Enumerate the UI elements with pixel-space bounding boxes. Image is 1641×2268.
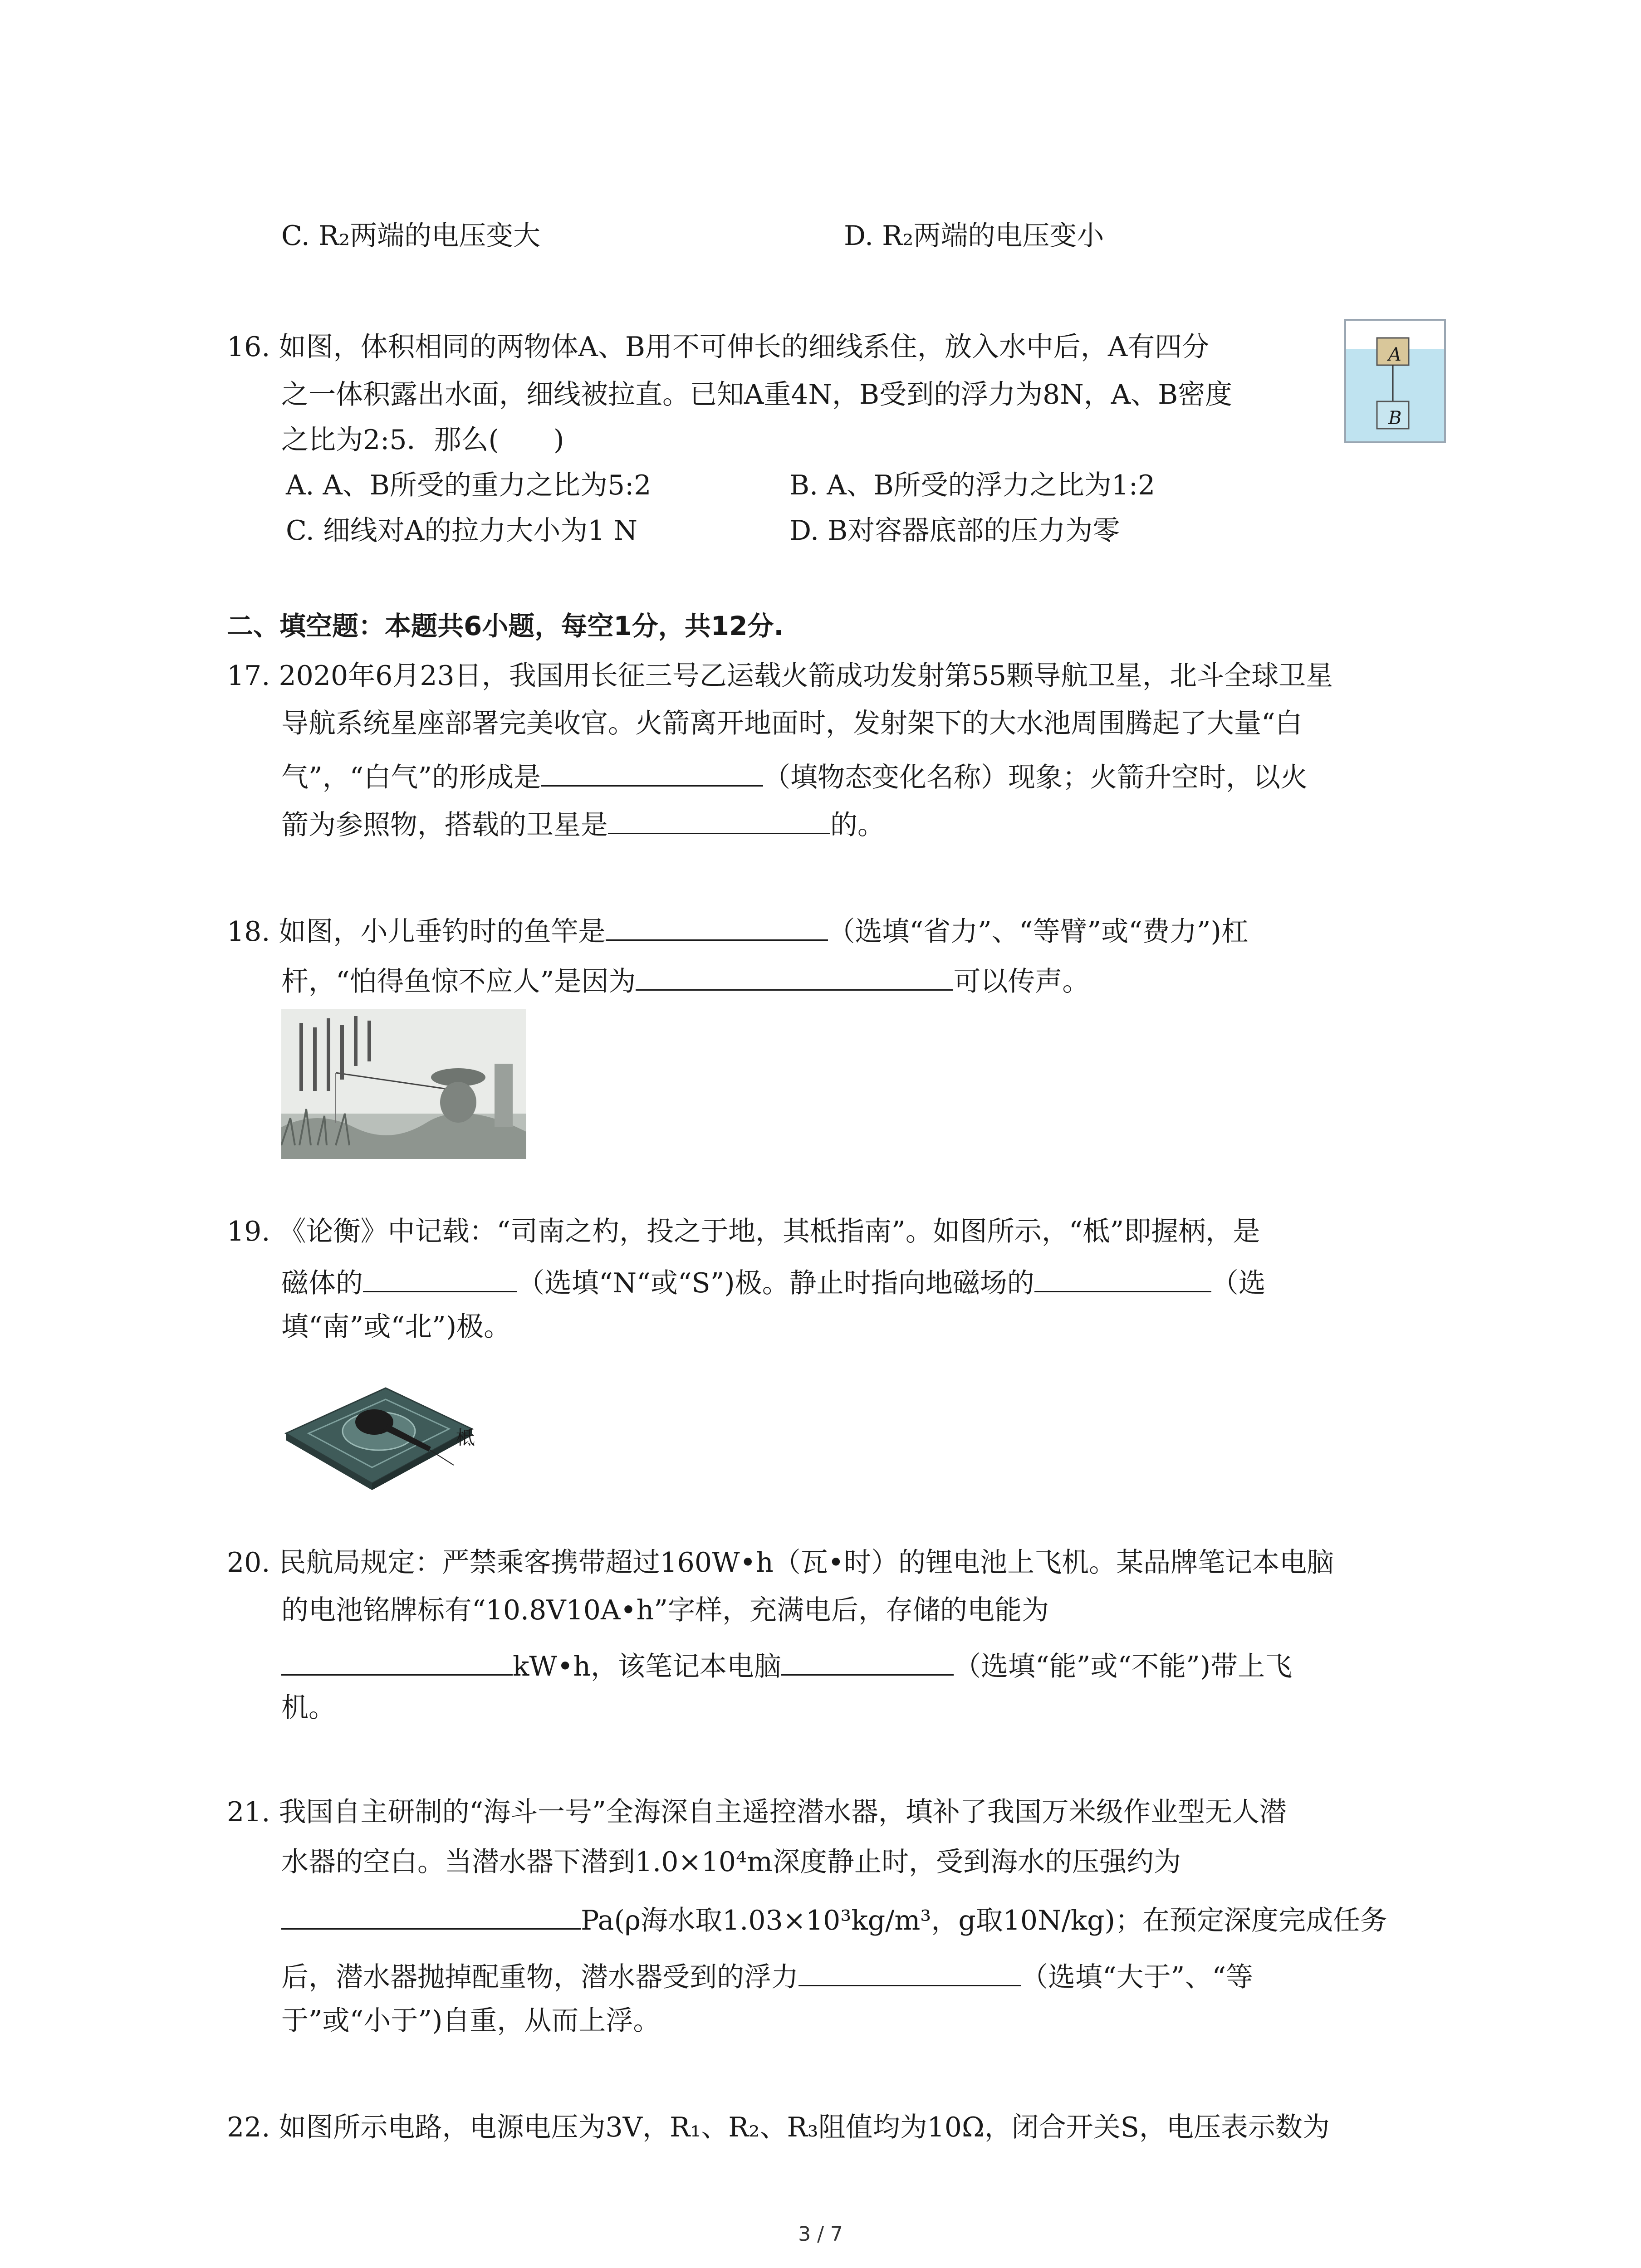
q21-line-2: 水器的空白。当潜水器下潜到1.0×10⁴m深度静止时，受到海水的压强约为 bbox=[281, 1846, 1181, 1878]
page-number: 3 / 7 bbox=[798, 2223, 843, 2246]
section-2-title: 二、填空题：本题共6小题，每空1分，共12分. bbox=[227, 611, 784, 641]
q16-line-1: 16. 如图，体积相同的两物体A、B用不可伸长的细线系住，放入水中后，A有四分 bbox=[227, 331, 1210, 363]
q21-blank-1[interactable] bbox=[281, 1898, 581, 1930]
q15-option-c: C. R₂两端的电压变大 bbox=[281, 220, 541, 252]
q20-line-4: 机。 bbox=[281, 1692, 336, 1724]
q19-line-2-text-c: （选 bbox=[1211, 1267, 1266, 1299]
q17-line-2: 导航系统星座部署完美收官。火箭离开地面时，发射架下的大水池周围腾起了大量“白 bbox=[281, 708, 1303, 739]
q20-blank-1[interactable] bbox=[281, 1644, 513, 1676]
q16-option-b: B. A、B所受的浮力之比为1:2 bbox=[789, 469, 1156, 501]
q19-blank-1[interactable] bbox=[363, 1261, 517, 1292]
q21-line-1: 21. 我国自主研制的“海斗一号”全海深自主遥控潜水器，填补了我国万米级作业型无人潜 bbox=[227, 1796, 1287, 1828]
q20-line-2: 的电池铭牌标有“10.8V10A•h”字样，充满电后，存储的电能为 bbox=[281, 1594, 1049, 1626]
q18-line-1 bbox=[227, 909, 1249, 950]
q21-line-3 bbox=[281, 1898, 1387, 1939]
q21-line-4-text-a: 后，潜水器抛掉配重物，潜水器受到的浮力 bbox=[281, 1961, 798, 1993]
q18-fishing-painting bbox=[281, 1009, 526, 1159]
q21-blank-2[interactable] bbox=[798, 1955, 1021, 1986]
q15-option-d: D. R₂两端的电压变小 bbox=[844, 220, 1104, 252]
q17-blank-1[interactable] bbox=[541, 755, 763, 787]
q18-line-1-text-a: 18. 如图，小儿垂钓时的鱼竿是 bbox=[227, 916, 606, 948]
q17-blank-2[interactable] bbox=[608, 803, 830, 834]
q16-line-2: 之一体积露出水面，细线被拉直。已知A重4N，B受到的浮力为8N，A、B密度 bbox=[281, 379, 1233, 411]
q18-line-1-text-b: （选填“省力”、“等臂”或“费力”)杠 bbox=[828, 916, 1249, 948]
q20-line-3 bbox=[281, 1644, 1292, 1685]
q19-fig-label-handle: 柢 bbox=[456, 1427, 475, 1449]
q19-line-2-text-b: （选填“N“或“S”)极。静止时指向地磁场的 bbox=[517, 1267, 1034, 1299]
q21-line-5: 于”或“小于”)自重，从而上浮。 bbox=[281, 2005, 661, 2037]
q17-line-4 bbox=[281, 803, 885, 843]
q17-line-3 bbox=[281, 755, 1308, 796]
q18-line-2-text-a: 杆，“怕得鱼惊不应人”是因为 bbox=[281, 966, 636, 997]
q16-option-a: A. A、B所受的重力之比为5:2 bbox=[286, 469, 652, 501]
q21-line-4-text-b: （选填“大于”、“等 bbox=[1021, 1961, 1254, 1993]
q19-line-2-text-a: 磁体的 bbox=[281, 1267, 363, 1299]
q20-blank-2[interactable] bbox=[781, 1644, 954, 1676]
q20-line-3-text-b: （选填“能”或“不能”)带上飞 bbox=[954, 1651, 1293, 1682]
q22-line-1: 22. 如图所示电路，电源电压为3V，R₁、R₂、R₃阻值均为10Ω，闭合开关S，电压表示数为 bbox=[227, 2112, 1330, 2143]
q16-option-c: C. 细线对A的拉力大小为1 N bbox=[286, 515, 637, 547]
q21-line-4 bbox=[281, 1955, 1253, 1995]
q16-fig-label-a: A bbox=[1388, 344, 1401, 365]
q19-line-2 bbox=[281, 1261, 1266, 1301]
q17-line-4-text-b: 的。 bbox=[830, 809, 885, 841]
q17-line-3-text-b: （填物态变化名称）现象；火箭升空时，以火 bbox=[763, 762, 1308, 793]
q18-line-2-text-b: 可以传声。 bbox=[953, 966, 1090, 997]
q19-line-3: 填“南”或“北”)极。 bbox=[281, 1311, 511, 1343]
q20-line-3-text-a: kW•h，该笔记本电脑 bbox=[513, 1651, 782, 1682]
q17-line-3-text-a: 气”，“白气”的形成是 bbox=[281, 762, 541, 793]
q18-blank-1[interactable] bbox=[606, 909, 828, 941]
q17-line-4-text-a: 箭为参照物，搭载的卫星是 bbox=[281, 809, 608, 841]
q19-blank-2[interactable] bbox=[1034, 1261, 1211, 1292]
q16-line-3: 之比为2:5．那么( ) bbox=[281, 424, 564, 456]
q16-fig-label-b: B bbox=[1388, 408, 1402, 429]
q19-line-1: 19. 《论衡》中记载：“司南之杓，投之于地，其柢指南”。如图所示，“柢”即握柄，是 bbox=[227, 1216, 1260, 1247]
q16-option-d: D. B对容器底部的压力为零 bbox=[789, 515, 1120, 547]
q20-line-1: 20. 民航局规定：严禁乘客携带超过160W•h（瓦•时）的锂电池上飞机。某品牌笔记本电脑 bbox=[227, 1547, 1334, 1579]
q18-blank-2[interactable] bbox=[636, 959, 953, 991]
q17-line-1: 17. 2020年6月23日，我国用长征三号乙运载火箭成功发射第55颗导航卫星，北斗全球卫星 bbox=[227, 660, 1333, 692]
q18-line-2 bbox=[281, 959, 1089, 1000]
q21-line-3-text: Pa(ρ海水取1.03×10³kg/m³，g取10N/kg)；在预定深度完成任务 bbox=[581, 1905, 1387, 1936]
